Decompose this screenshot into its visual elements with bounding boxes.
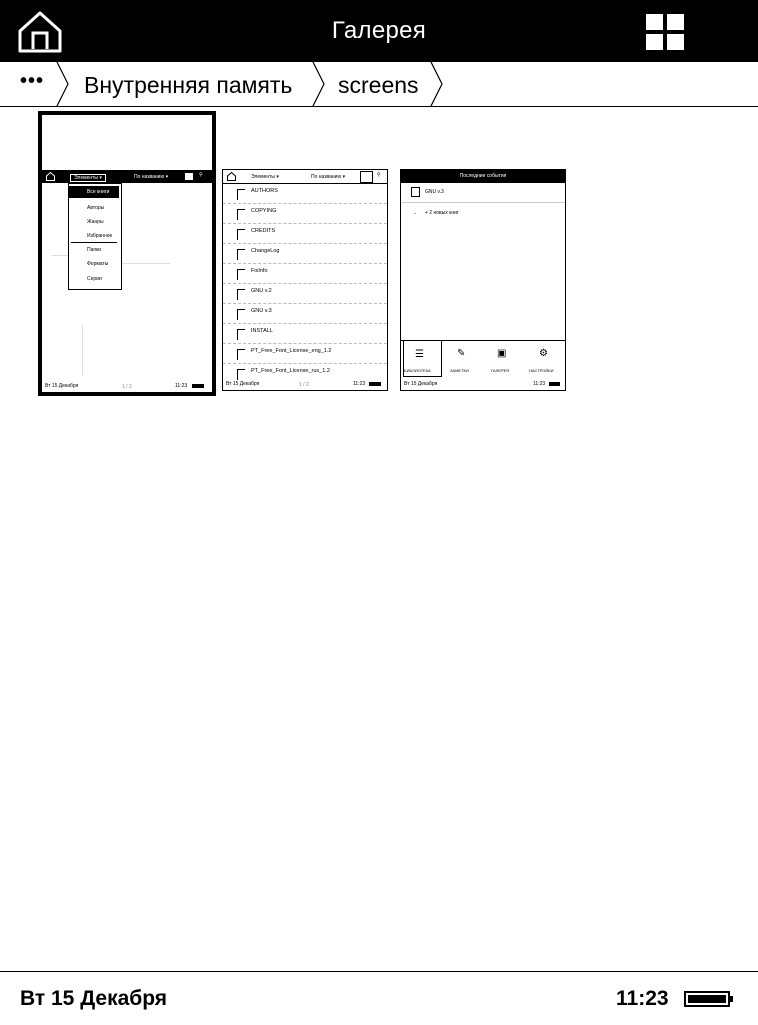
list-view-icon (360, 171, 373, 183)
thumb-topbar (223, 170, 387, 184)
gallery-thumbnail-1[interactable] (42, 115, 212, 392)
notes-icon: ✎ (457, 348, 466, 359)
status-date: Вт 15 Декабря (20, 987, 168, 1010)
thumb-filter-label: Элементы ▾ (70, 174, 106, 182)
thumb-dropdown-menu (68, 183, 122, 290)
thumb-title: Последние события (459, 173, 507, 179)
home-icon (46, 172, 55, 181)
list-item: GNU v.3 (223, 303, 387, 324)
grid-view-icon[interactable] (646, 14, 684, 50)
grid-view-icon (185, 173, 193, 180)
breadcrumb-separator (312, 62, 326, 106)
settings-icon: ⚙ (539, 348, 548, 359)
menu-item: Авторы (87, 205, 105, 211)
list-item: ChangeLog (223, 243, 387, 264)
status-time: 11:23 (616, 987, 669, 1010)
breadcrumb-item-screens[interactable]: screens (338, 72, 419, 98)
list-item: PT_Free_Font_License_eng_1.2 (223, 343, 387, 364)
thumb-footer: Вт 15 Декабря 1 / 2 11:23 (42, 381, 212, 392)
breadcrumb-more-button[interactable]: ••• (20, 70, 45, 92)
menu-item: Жанры (87, 219, 104, 225)
thumb-footer: Вт 15 Декабря 1 / 2 11:23 (223, 379, 387, 390)
gallery-icon: ▣ (497, 348, 507, 359)
menu-item: Избранное (87, 233, 113, 239)
thumb-sort-label: По названию ▾ (311, 174, 346, 180)
list-item: COPYING (223, 203, 387, 224)
menu-item: Форматы (87, 261, 109, 267)
menu-item: Папки (87, 247, 102, 253)
breadcrumb-separator (430, 62, 444, 106)
gallery-thumbnail-2[interactable] (222, 169, 388, 391)
list-item: CREDITS (223, 223, 387, 244)
menu-item: Все книги (87, 189, 110, 195)
thumb-footer: Вт 15 Декабря 11:23 (401, 379, 565, 390)
list-item: GNU v.2 (223, 283, 387, 304)
breadcrumb (0, 62, 758, 107)
list-item: INSTALL (223, 323, 387, 344)
thumb-filter-label: Элементы ▾ (251, 174, 279, 180)
gallery-thumbnail-3[interactable]: Последние события GNU v.3 ⌄ + 2 новых книг ☰ ✎ ▣ ⚙ БИБЛИОТЕКА ЗАМЕТКИ ГАЛЕРЕЯ НАСТРОЙКИ Вт 15 Декабря 11:23 (400, 169, 566, 391)
thumb-topbar (401, 170, 565, 183)
library-icon: ☰ (415, 349, 424, 360)
breadcrumb-separator (56, 62, 70, 106)
breadcrumb-item-internal-memory[interactable]: Внутренняя память (84, 72, 293, 98)
thumb-topbar (42, 170, 212, 183)
list-item: FixInfo (223, 263, 387, 284)
page-title: Галерея (331, 17, 427, 44)
tab-label: БИБЛИОТЕКА (404, 368, 431, 373)
top-bar (0, 0, 758, 62)
search-icon: ⚲ (377, 172, 381, 178)
list-item: PT_Free_Font_License_rus_1.2 (223, 363, 387, 383)
home-icon (227, 172, 236, 181)
list-item: AUTHORS (223, 183, 387, 204)
recent-book: GNU v.3 (425, 189, 444, 195)
tab-label: ГАЛЕРЕЯ (491, 368, 510, 373)
battery-icon (684, 991, 734, 1007)
search-icon: ⚲ (199, 172, 203, 178)
new-books-label: + 2 новых книг (425, 210, 459, 216)
tab-label: ЗАМЕТКИ (450, 368, 469, 373)
menu-item: Серии (87, 276, 102, 282)
tab-label: НАСТРОЙКИ (529, 368, 554, 373)
thumb-sort-label: По названию ▾ (134, 174, 169, 180)
status-bar (0, 971, 758, 1025)
